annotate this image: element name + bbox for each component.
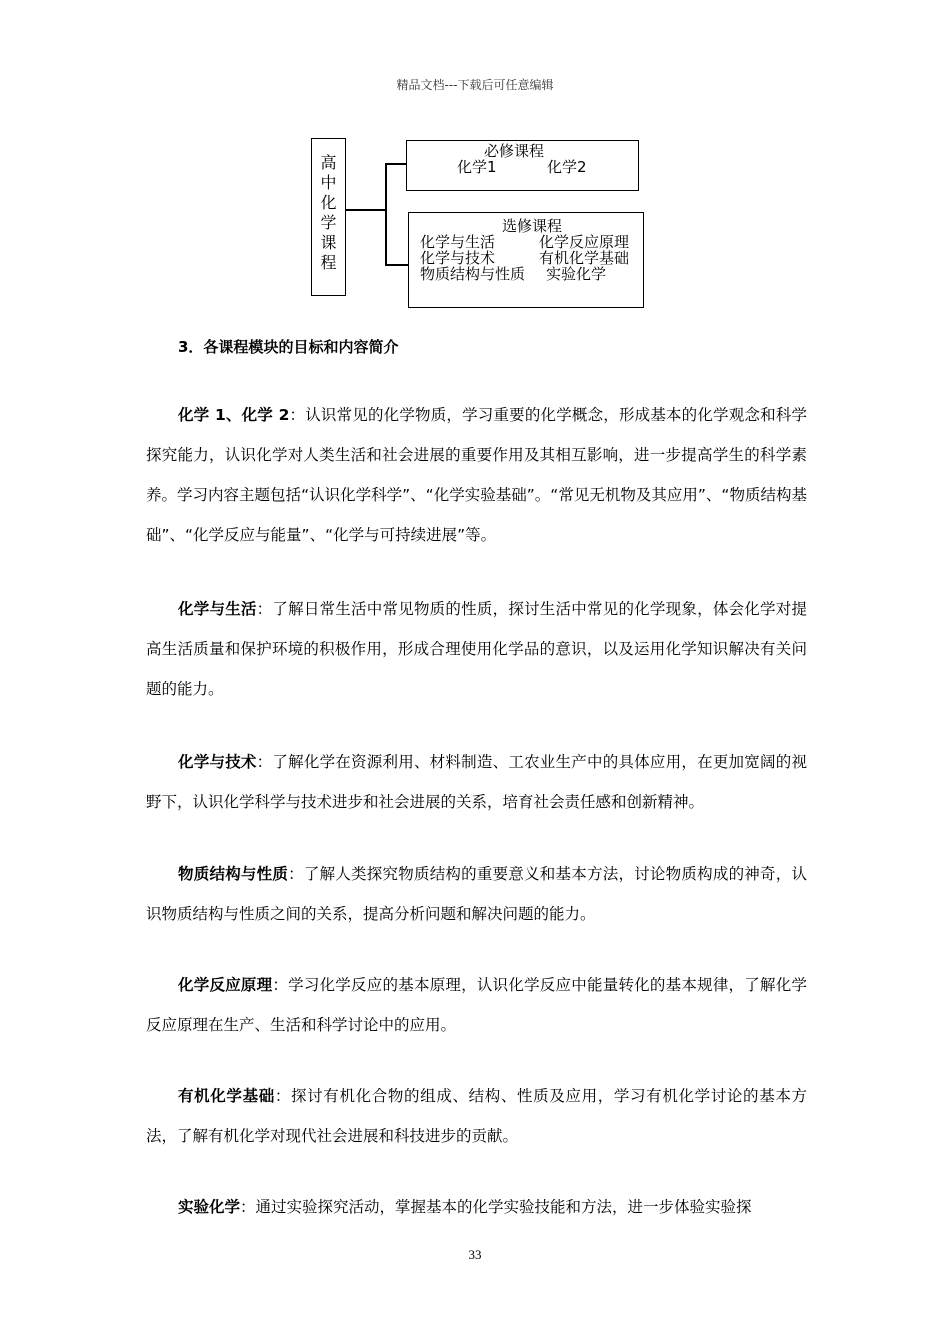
- module-paragraph: [146, 854, 807, 934]
- module-paragraph: [146, 742, 807, 822]
- elective-item: 实验化学: [546, 265, 607, 283]
- root-char: 课: [320, 233, 337, 252]
- elective-item: 化学反应原理: [539, 233, 630, 251]
- elective-item: 化学与生活: [420, 233, 496, 251]
- module-description: ：通过实验探究活动，掌握基本的化学实验技能和方法，进一步体验实验探: [240, 1198, 752, 1216]
- root-course-box: [311, 138, 346, 296]
- connector-line: [346, 209, 386, 211]
- module-term: 化学 1、化学 2: [178, 406, 290, 424]
- module-term: 实验化学: [178, 1198, 241, 1216]
- elective-item: 化学与技术: [420, 249, 496, 267]
- module-paragraph: [146, 1187, 807, 1227]
- module-paragraph: [146, 395, 807, 555]
- connector-line: [385, 163, 406, 165]
- elective-item: 有机化学基础: [539, 249, 630, 267]
- module-paragraph: [146, 1076, 807, 1156]
- page-header: 精品文档---下载后可任意编辑: [396, 78, 554, 92]
- module-description: ：探讨有机化合物的组成、结构、性质及应用，学习有机化学讨论的基本方法，了解有机化学对现代社会进展和科技进步的贡献。: [146, 1087, 807, 1145]
- module-description: ：了解人类探究物质结构的重要意义和基本方法，讨论物质构成的神奇，认识物质结构与性质之间的关系，提高分析问题和解决问题的能力。: [146, 865, 807, 923]
- module-paragraph: [146, 965, 807, 1045]
- root-course-label: [312, 153, 345, 273]
- required-item-2: 化学2: [547, 158, 587, 176]
- required-title: 必修课程: [484, 142, 545, 160]
- course-structure-diagram: [0, 0, 950, 320]
- module-term: 化学与生活: [178, 600, 257, 618]
- module-description: ：学习化学反应的基本原理，认识化学反应中能量转化的基本规律，了解化学反应原理在生产、生活和科学讨论中的应用。: [146, 976, 807, 1034]
- root-char: 程: [320, 253, 337, 272]
- elective-title: 选修课程: [502, 217, 563, 235]
- module-description: ：了解化学在资源利用、材料制造、工农业生产中的具体应用，在更加宽阔的视野下，认识化学科学与技术进步和社会进展的关系，培育社会责任感和创新精神。: [146, 753, 807, 811]
- connector-line: [385, 264, 408, 266]
- module-description: ：了解日常生活中常见物质的性质，探讨生活中常见的化学现象，体会化学对提高生活质量和保护环境的积极作用，形成合理使用化学品的意识，以及运用化学知识解决有关问题的能力。: [146, 600, 807, 698]
- module-description: ：认识常见的化学物质，学习重要的化学概念，形成基本的化学观念和科学探究能力，认识化学对人类生活和社会进展的重要作用及其相互影响，进一步提高学生的科学素养。学习内容主题包括“认识化学科学”、“化学实验基础”。“常见无机物及其应用”、“物质结构基础”、“化学反应与能量”、“化学与可持续进展”等。: [146, 406, 807, 544]
- elective-item: 物质结构与性质: [420, 265, 526, 283]
- connector-line: [385, 163, 387, 265]
- module-term: 化学反应原理: [178, 976, 273, 994]
- root-char: 高: [320, 153, 337, 172]
- module-term: 化学与技术: [178, 753, 257, 771]
- root-char: 学: [320, 213, 337, 232]
- required-item-1: 化学1: [457, 158, 497, 176]
- module-term: 有机化学基础: [178, 1087, 275, 1105]
- module-paragraph: [146, 589, 807, 709]
- page-number: 33: [468, 1247, 482, 1262]
- section-heading: 3．各课程模块的目标和内容简介: [178, 338, 399, 356]
- module-term: 物质结构与性质: [178, 865, 289, 883]
- root-char: 化: [320, 193, 337, 212]
- root-char: 中: [320, 173, 337, 192]
